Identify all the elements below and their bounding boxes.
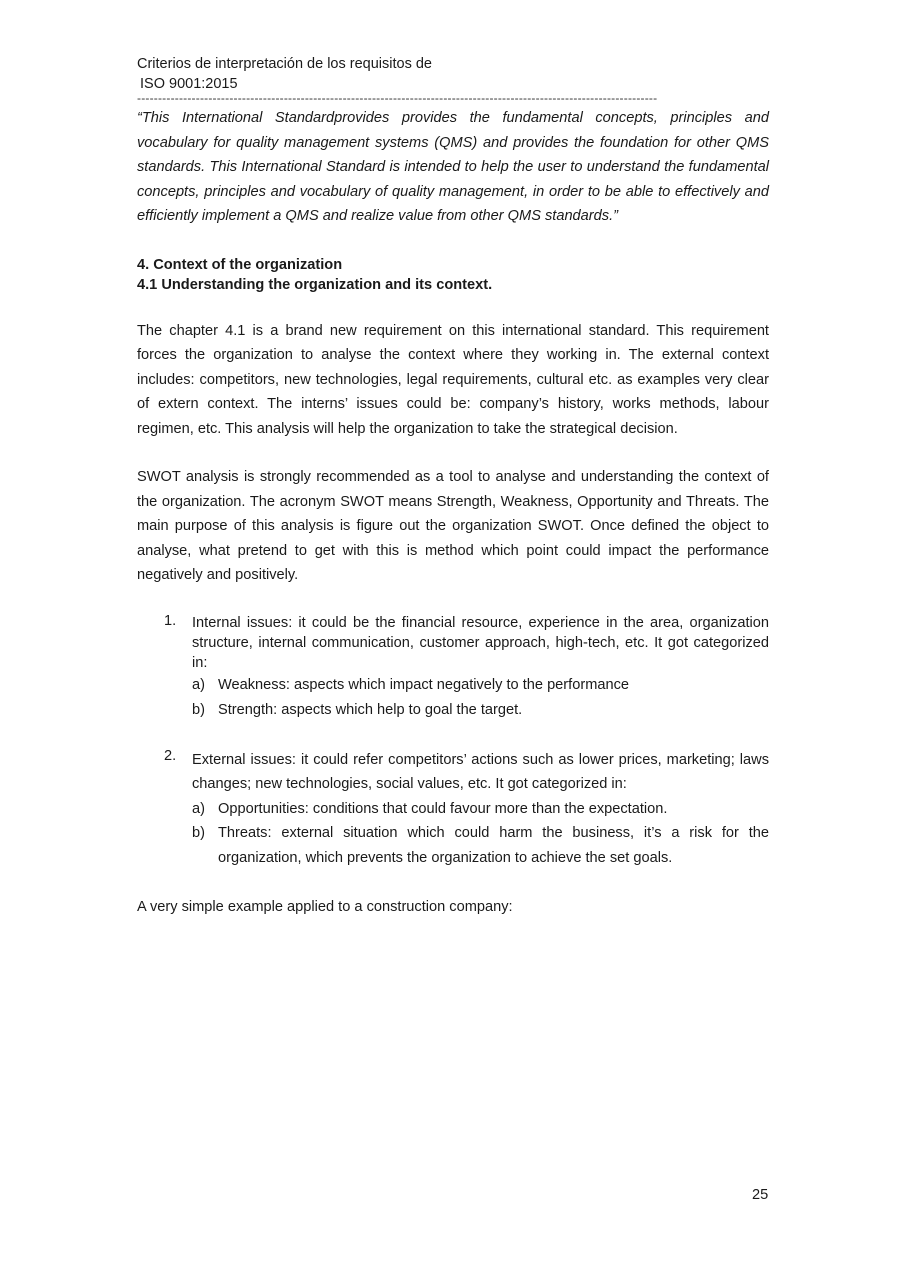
- sub-item-strength: [192, 698, 769, 723]
- sub-item-letter: b): [192, 825, 205, 841]
- paragraph-swot: SWOT analysis is strongly recommended as a tool to analyse and understanding the context of the organization. The acronym SWOT means Strength, Weakness, Opportunity and Threats. The main purpose of this analysis is figure out the organization SWOT. Once defined the object to analyse, what pretend to get with this is method which point could impact the performance negatively and positively.: [137, 469, 769, 583]
- paragraph-example-intro: A very simple example applied to a construction company:: [137, 899, 513, 915]
- sub-item-opportunities: [192, 797, 769, 822]
- running-header-title: Criterios de interpretación de los requisitos de: [137, 56, 432, 72]
- sub-item-text: Strength: aspects which help to goal the target.: [218, 701, 523, 718]
- sub-item-letter: a): [192, 800, 205, 817]
- subsection-heading: 4.1 Understanding the organization and its context.: [137, 276, 493, 293]
- list-item-external-issues: [137, 748, 769, 871]
- header-separator: ----------------------------------------------------------------------------------------------------------------------------: [137, 92, 658, 105]
- sub-item-letter: b): [192, 701, 205, 718]
- list-number: 2.: [164, 747, 177, 764]
- list-number: 1.: [164, 612, 177, 629]
- sub-item-text: Weakness: aspects which impact negatively to the performance: [218, 676, 629, 693]
- paragraph-context: The chapter 4.1 is a brand new requirement on this international standard. This requirement forces the organization to analyse the context where they working in. The external context includes: competitors, new technologies, legal requirements, cultural etc. as examples very clear of extern context. The interns’ issues could be: company’s history, works methods, labour regimen, etc. This analysis will help the organization to take the strategical decision.: [137, 322, 769, 437]
- list-item-text: External issues: it could refer competitors’ actions such as lower prices, marketing; laws changes; new technologies, social values, etc. It got categorized in:: [192, 751, 769, 792]
- sub-item-weakness: [192, 673, 769, 698]
- list-item-internal-issues: [137, 613, 769, 723]
- page-content: [137, 54, 769, 920]
- section-heading: 4. Context of the organization: [137, 256, 343, 273]
- sub-item-text: Threats: external situation which could harm the business, it’s a risk for the organization, which prevents the organization to achieve the set goals.: [218, 825, 769, 866]
- running-header-standard: ISO 9001:2015: [140, 76, 238, 92]
- sub-item-letter: a): [192, 676, 205, 693]
- sub-item-threats: [192, 821, 769, 870]
- list-item-text: Internal issues: it could be the financial resource, experience in the area, organization structure, internal communication, customer approach, high-tech, etc. It got categorized in:: [192, 614, 769, 671]
- page-number: 25: [752, 1187, 769, 1203]
- standard-quote: “This International Standardprovides provides the fundamental concepts, principles and vocabulary for quality management systems (QMS) and provides the foundation for other QMS standards. This International Standard is intended to help the user to understand the fundamental concepts, principles and vocabulary of quality management, in order to be able to effectively and efficiently implement a QMS and realize value from other QMS standards.”: [137, 110, 769, 224]
- sub-item-text: Opportunities: conditions that could favour more than the expectation.: [218, 800, 668, 817]
